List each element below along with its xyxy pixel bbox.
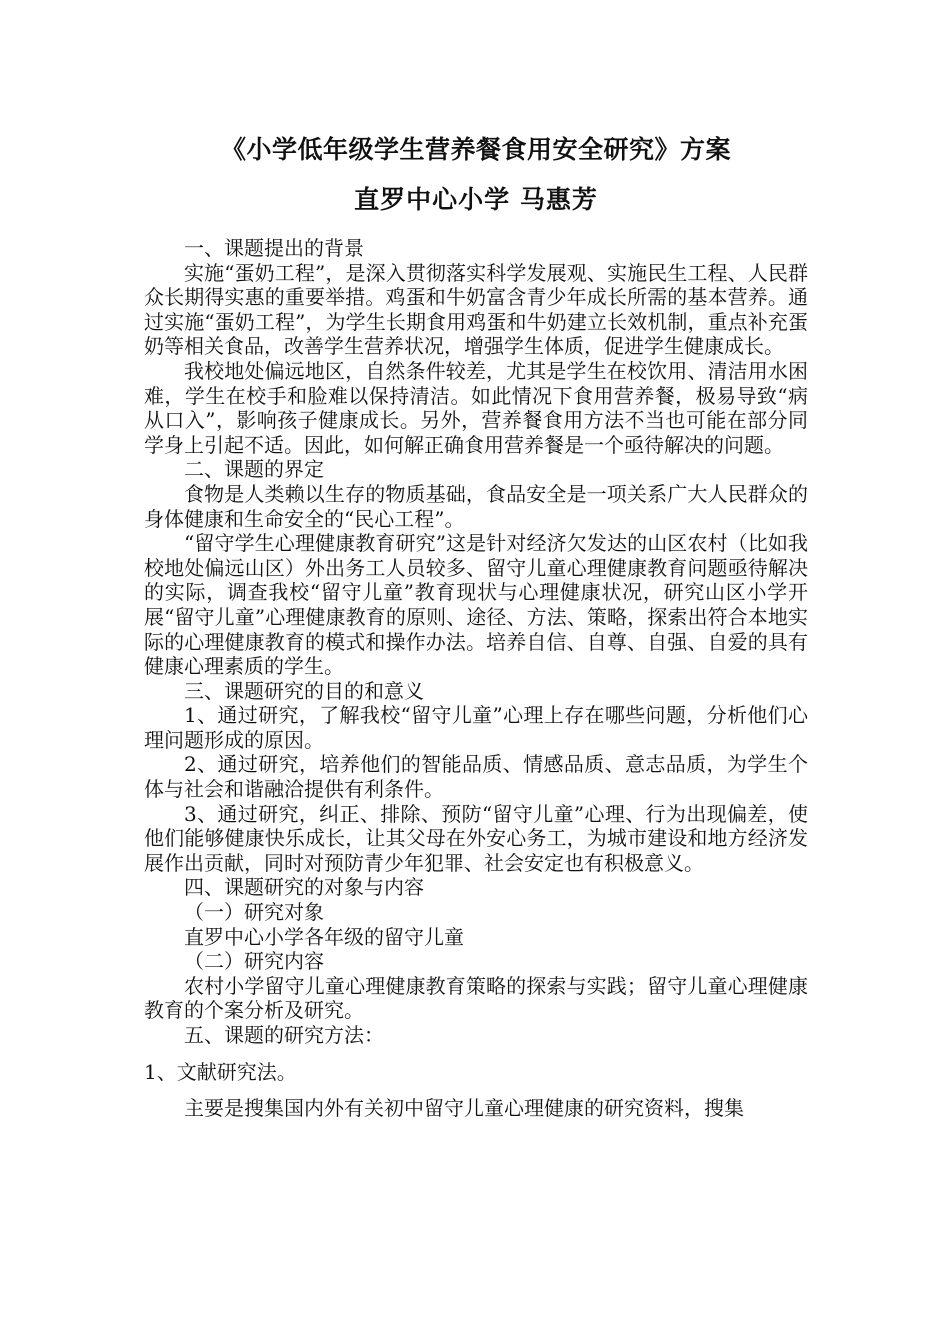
document-content [144,132,808,1121]
paragraph-egg-milk-project: 实施“蛋奶工程”，是深入贯彻落实科学发展观、实施民生工程、人民群众长期得实惠的重要举措。鸡蛋和牛奶富含青少年成长所需的基本营养。通过实施“蛋奶工程”，为学生长期食用鸡蛋和牛奶建立长效机制，重点补充蛋奶等相关食品，改善学生营养状况，增强学生体质，促进学生健康成长。 [144,260,808,359]
paragraph-food-safety: 食物是人类赖以生存的物质基础，食品安全是一项关系广大人民群众的身体健康和生命安全的“民心工程”。 [144,481,808,531]
purpose-item-1: 1、通过研究，了解我校“留守儿童”心理上存在哪些问题，分析他们心理问题形成的原因。 [144,703,808,752]
paragraph-left-behind-study: “留守学生心理健康教育研究”这是针对经济欠发达的山区农村（比如我校地处偏远山区）外出务工人员较多、留守儿童心理健康教育问题亟待解决的实际，调查我校“留守儿童”教育现状与心理健康状况，研究山区小学开展“留守儿童”心理健康教育的原则、途径、方法、策略，探索出符合本地实际的心理健康教育的模式和操作办法。培养自信、自尊、自强、自爱的具有健康心理素质的学生。 [144,531,808,679]
document-author: 直罗中心小学 马惠芳 [354,185,598,214]
method-item-literature: 1、文献研究法。 [144,1059,297,1084]
subheading-research-object: （一）研究对象 [184,900,324,925]
section-heading-purpose: 三、课题研究的目的和意义 [184,678,424,703]
document-body [144,236,808,1121]
subheading-research-content: （二）研究内容 [184,949,324,974]
section-heading-objects-content: 四、课题研究的对象与内容 [184,875,424,900]
purpose-item-2: 2、通过研究，培养他们的智能品质、情感品质、意志品质，为学生个体与社会和谐融洽提供有利条件。 [144,752,808,802]
section-heading-definition: 二、课题的界定 [184,457,324,482]
section-heading-background: 一、课题提出的背景 [184,236,364,260]
paragraph-research-content: 农村小学留守儿童心理健康教育策略的探索与实践；留守儿童心理健康教育的个案分析及研究。 [144,973,808,1023]
paragraph-school-conditions: 我校地处偏远地区，自然条件较差，尤其是学生在校饮用、清洁用水困难，学生在校手和脸难以保持清洁。如此情况下食用营养餐，极易导致“病从口入”，影响孩子健康成长。另外，营养餐食用方法不当也可能在部分同学身上引起不适。因此，如何解正确食用营养餐是一个亟待解决的问题。 [144,358,808,457]
purpose-item-3: 3、通过研究，纠正、排除、预防“留守儿童”心理、行为出现偏差，使他们能够健康快乐成长，让其父母在外安心务工，为城市建设和地方经济发展作出贡献，同时对预防青少年犯罪、社会安定也有积极意义。 [144,801,808,875]
paragraph-research-object: 直罗中心小学各年级的留守儿童 [184,924,464,949]
document-title: 《小学低年级学生营养餐食用安全研究》方案 [220,135,731,164]
paragraph-literature-method: 主要是搜集国内外有关初中留守儿童心理健康的研究资料，搜集 [184,1096,744,1121]
section-heading-methods: 五、课题的研究方法： [184,1023,384,1047]
